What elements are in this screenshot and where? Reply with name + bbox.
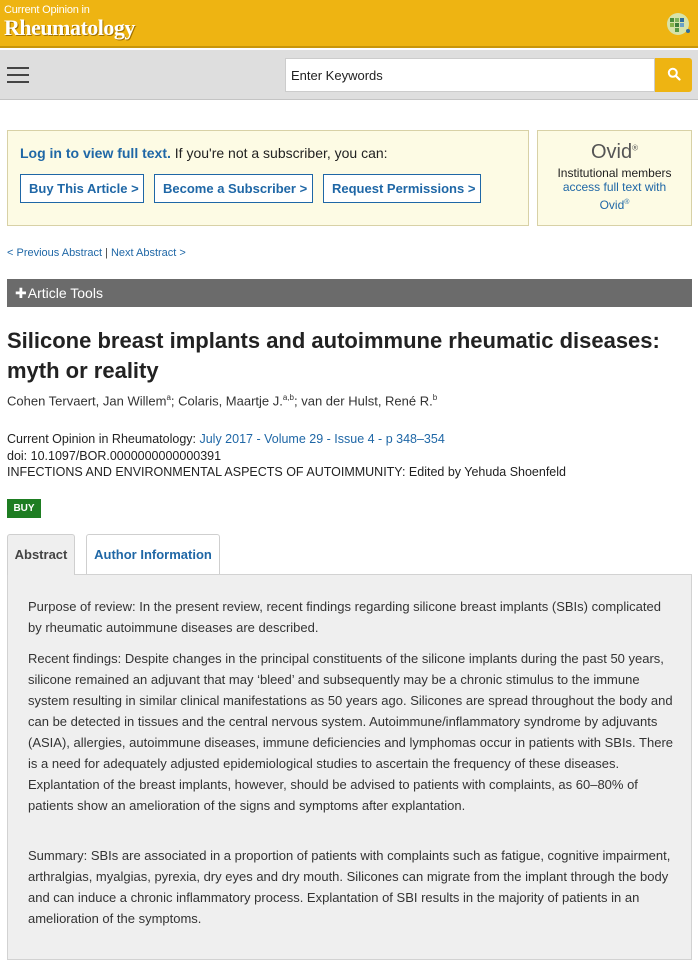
- journal-citation: Current Opinion in Rheumatology:: [7, 432, 196, 446]
- access-message: [20, 145, 388, 161]
- nav-bar: [0, 50, 698, 100]
- request-permissions-button[interactable]: Request Permissions >: [323, 174, 481, 203]
- buy-badge-button[interactable]: BUY: [7, 499, 41, 518]
- issue-link[interactable]: July 2017 - Volume 29 - Issue 4 - p 348–354: [199, 432, 445, 446]
- article-tools-toggle[interactable]: [7, 279, 692, 307]
- ovid-access-panel: [537, 130, 692, 226]
- author-name[interactable]: van der Hulst, René R.: [301, 393, 433, 409]
- abstract-purpose: Purpose of review: In the present review, recent findings regarding silicone breast implants (SBIs) complicated by rheumatic autoimmune diseases are described.: [28, 599, 661, 635]
- search-button[interactable]: [655, 58, 692, 92]
- abstract-panel: [7, 574, 692, 960]
- access-options-panel: [7, 130, 529, 226]
- tab-abstract[interactable]: Abstract: [7, 534, 75, 575]
- author-affiliation: a,b: [282, 393, 294, 402]
- publisher-logo-icon[interactable]: [666, 12, 692, 36]
- author-affiliation: b: [432, 393, 438, 402]
- author-affiliation: a: [166, 393, 171, 402]
- article-title: Silicone breast implants and autoimmune rheumatic diseases: myth or reality: [7, 328, 660, 383]
- nav-divider: |: [105, 247, 108, 259]
- abstract-navigation: [7, 247, 186, 259]
- article-tools-label: Article Tools: [27, 285, 103, 301]
- citation-block: [7, 431, 566, 481]
- journal-logo[interactable]: [4, 5, 135, 39]
- doi: doi: 10.1097/BOR.0000000000000391: [7, 448, 222, 463]
- journal-name-small: Current Opinion in: [4, 4, 90, 16]
- journal-header: [0, 0, 698, 48]
- login-link[interactable]: Log in to view full text.: [20, 145, 171, 161]
- menu-icon[interactable]: [7, 67, 29, 83]
- abstract-summary: Summary: SBIs are associated in a proportion of patients with complaints such as fatigue, cognitive impairment, arthralgias, myalgias, pyrexia, dry eyes and dry mouth. Silicones can migrate from the implant through the body and can induce a chronic inflammatory process. Explantation of SBI results in the majority of patients in an amelioration of the symptoms.: [28, 848, 671, 926]
- previous-abstract-link[interactable]: < Previous Abstract: [7, 247, 103, 259]
- journal-name-large: Rheumatology: [4, 15, 135, 40]
- citation-journal-line: [7, 431, 566, 448]
- plus-icon: ✚: [15, 285, 27, 301]
- become-subscriber-button[interactable]: Become a Subscriber >: [154, 174, 313, 203]
- search-icon: [667, 67, 681, 81]
- ovid-logo[interactable]: Ovid®: [590, 141, 639, 163]
- ovid-access-link[interactable]: access full text with Ovid®: [562, 180, 667, 212]
- author-name[interactable]: Cohen Tervaert, Jan Willem: [7, 393, 167, 409]
- ovid-institutional-text: Institutional members: [557, 166, 672, 180]
- abstract-findings: Recent findings: Despite changes in the principal constituents of the silicone implants during the past 50 years, silicone remained an adjuvant that may ‘bleed’ and subsequently may be a chronic stimulus to the immune system resulting in similar clinical manifestations as 50 years ago. Silicones are spread throughout the body and can be detected in tissues and the central nervous system. Autoimmune/inflammatory syndrome by adjuvants (ASIA), allergies, autoimmune diseases, immune deficiencies and lymphomas occur in patients with SBIs. There is a need for adequately adjusted epidemiological studies to ascertain the frequency of these diseases. Explantation of the breast implants, however, should be advised to patients with complaints, as 60–80% of patients show an amelioration of the signs and symptoms after explantation.: [28, 651, 673, 813]
- subscriber-text: If you're not a subscriber, you can:: [174, 145, 388, 161]
- next-abstract-link[interactable]: Next Abstract >: [110, 247, 186, 259]
- author-name[interactable]: Colaris, Maartje J.: [178, 393, 283, 409]
- search-input[interactable]: [285, 58, 655, 92]
- buy-article-button[interactable]: Buy This Article >: [20, 174, 144, 203]
- tab-author-information[interactable]: Author Information: [86, 534, 220, 575]
- author-list: Cohen Tervaert, Jan Willem$^a$; Colaris, Maartje J.$^{a,b}$; van der Hulst, René R.$^b$: [7, 393, 438, 409]
- article-section: INFECTIONS AND ENVIRONMENTAL ASPECTS OF AUTOIMMUNITY: Edited by Yehuda Shoenfeld: [7, 465, 566, 479]
